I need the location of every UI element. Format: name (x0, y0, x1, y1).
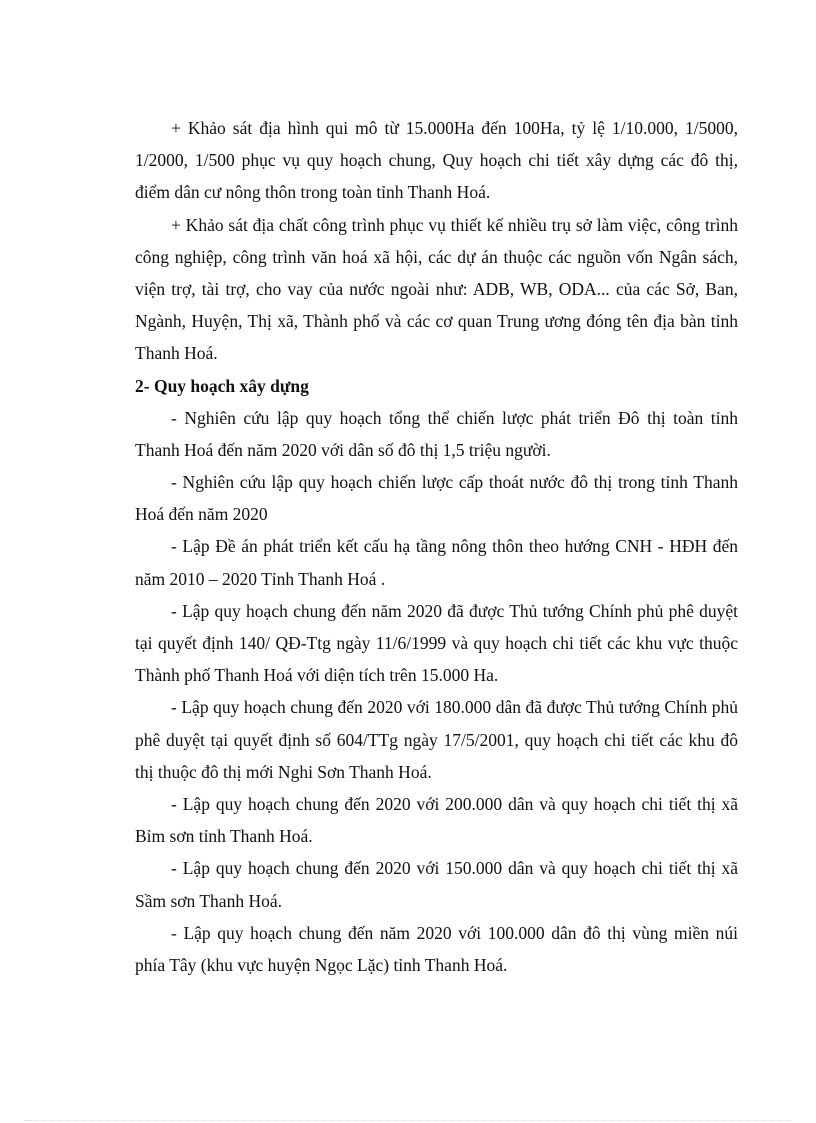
paragraph-thanh-hoa-city-plan: - Lập quy hoạch chung đến năm 2020 đã được Thủ tướng Chính phủ phê duyệt tại quyết định 140/ QĐ-Ttg ngày 11/6/1999 và quy hoạch chi tiết các khu vực thuộc Thành phố Thanh Hoá với diện tích trên 15.000 Ha. (135, 600, 738, 686)
paragraph-topographic-survey: + Khảo sát địa hình qui mô từ 15.000Ha đến 100Ha, tỷ lệ 1/10.000, 1/5000, 1/2000, 1/500 phục vụ quy hoạch chung, Quy hoạch chi tiết xây dựng các đô thị, điểm dân cư nông thôn trong toàn tỉnh Thanh Hoá. (135, 118, 738, 203)
document-page (135, 112, 738, 981)
page-bottom-divider (24, 1120, 792, 1121)
paragraph-sam-son-plan: - Lập quy hoạch chung đến 2020 với 150.000 dân và quy hoạch chi tiết thị xã Sầm sơn Thanh Hoá. (135, 858, 738, 911)
paragraph-ngoc-lac-plan: - Lập quy hoạch chung đến năm 2020 với 100.000 dân đô thị vùng miền núi phía Tây (khu vực huyện Ngọc Lặc) tỉnh Thanh Hoá. (135, 922, 738, 976)
section-heading: 2- Quy hoạch xây dựng (135, 375, 309, 396)
paragraph-urban-strategy: - Nghiên cứu lập quy hoạch tổng thể chiến lược phát triển Đô thị toàn tỉnh Thanh Hoá đến năm 2020 với dân số đô thị 1,5 triệu người. (135, 407, 738, 460)
paragraph-water-strategy: - Nghiên cứu lập quy hoạch chiến lược cấp thoát nước đô thị trong tỉnh Thanh Hoá đến năm 2020 (135, 472, 738, 525)
paragraph-nghi-son-plan: - Lập quy hoạch chung đến 2020 với 180.000 dân đã được Thủ tướng Chính phủ phê duyệt tại quyết định số 604/TTg ngày 17/5/2001, quy hoạch chi tiết các khu đô thị thuộc đô thị mới Nghi Sơn Thanh Hoá. (135, 697, 738, 782)
paragraph-rural-infrastructure: - Lập Đề án phát triển kết cấu hạ tầng nông thôn theo hướng CNH - HĐH đến năm 2010 – 2020 Tỉnh Thanh Hoá . (135, 536, 738, 589)
paragraph-geological-survey: + Khảo sát địa chất công trình phục vụ thiết kế nhiều trụ sở làm việc, công trình công nghiệp, công trình văn hoá xã hội, các dự án thuộc các nguồn vốn Ngân sách, viện trợ, tài trợ, cho vay của nước ngoài như: ADB, WB, ODA... của các Sở, Ban, Ngành, Huyện, Thị xã, Thành phố và các cơ quan Trung ương đóng tên địa bàn tỉnh Thanh Hoá. (135, 214, 738, 364)
paragraph-bim-son-plan: - Lập quy hoạch chung đến 2020 với 200.000 dân và quy hoạch chi tiết thị xã Bỉm sơn tỉnh Thanh Hoá. (135, 794, 738, 847)
